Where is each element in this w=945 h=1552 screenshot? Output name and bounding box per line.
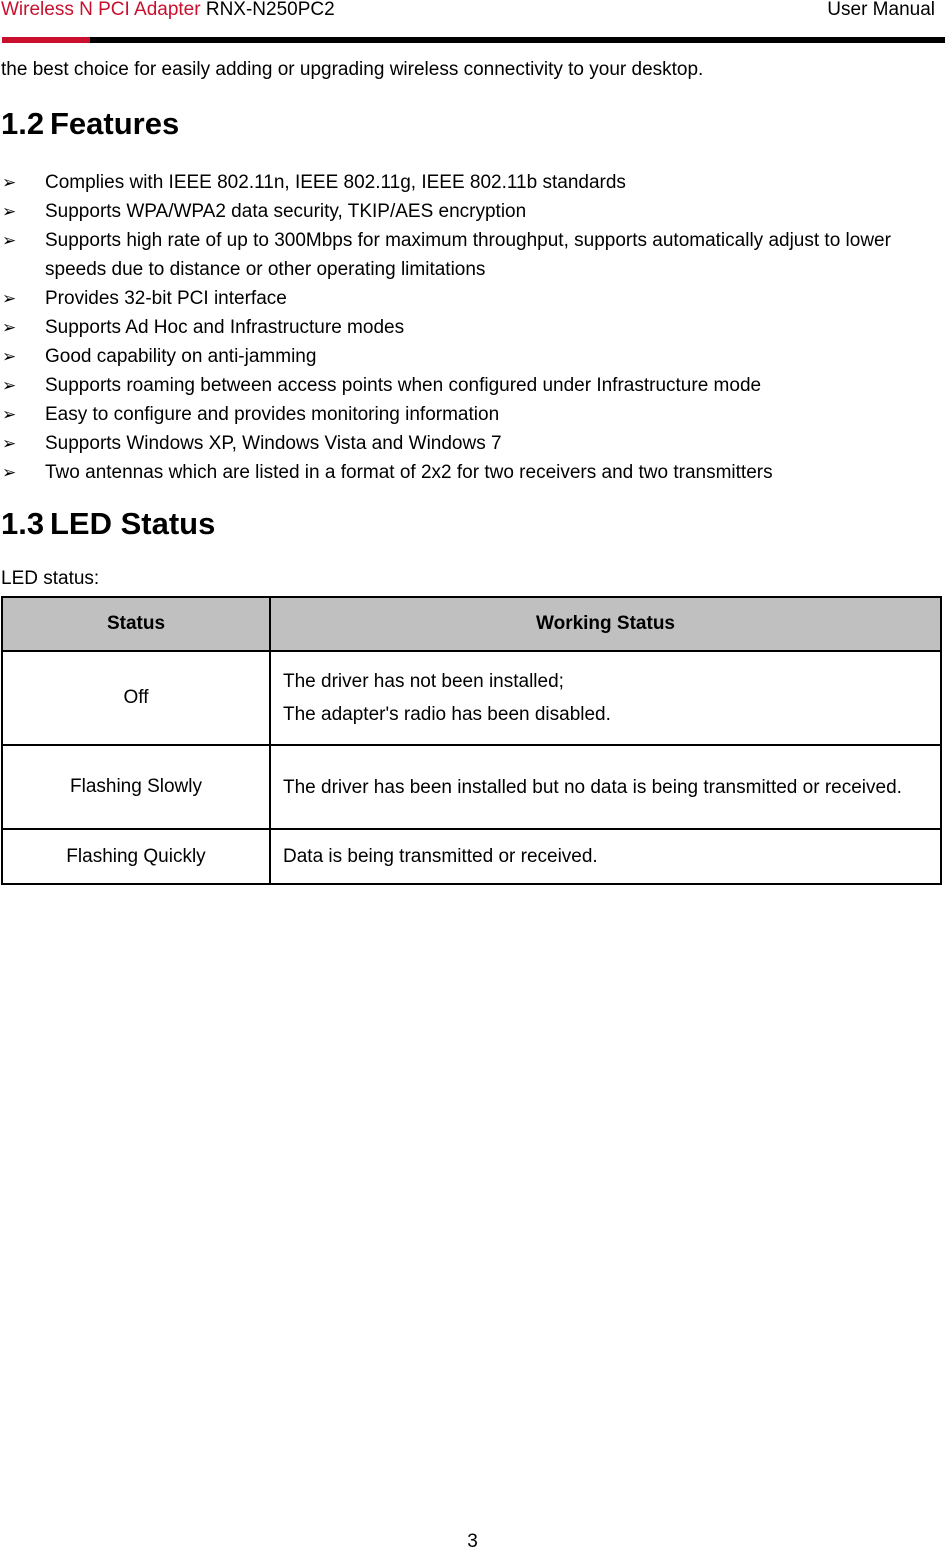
working-status-cell	[270, 745, 941, 829]
page-header	[0, 0, 945, 24]
list-item	[0, 371, 945, 400]
header-rule	[90, 37, 945, 43]
arrow-bullet-icon: ➢	[2, 173, 17, 192]
led-status-heading	[1, 506, 215, 542]
led-heading-number: 1.3	[1, 506, 45, 541]
list-item	[0, 226, 945, 284]
list-item-text: Good capability on anti-jamming	[45, 346, 317, 367]
led-intro-label: LED status:	[1, 568, 100, 589]
arrow-bullet-icon: ➢	[2, 347, 17, 366]
list-item-text: Supports high rate of up to 300Mbps for maximum throughput, supports automatically adjust to lower speeds due to distance or other operating limitations	[45, 230, 891, 280]
arrow-bullet-icon: ➢	[2, 318, 17, 337]
list-item	[0, 400, 945, 429]
led-status-table	[1, 596, 942, 885]
working-status-line: Data is being transmitted or received.	[283, 846, 598, 867]
intro-paragraph: the best choice for easily adding or upgrading wireless connectivity to your desktop.	[1, 59, 704, 80]
column-header-working-status: Working Status	[270, 597, 941, 651]
table-row	[2, 651, 941, 745]
list-item	[0, 342, 945, 371]
header-brand: Wireless N PCI Adapter	[1, 0, 201, 20]
led-heading-title: LED Status	[50, 506, 216, 541]
working-status-cell	[270, 651, 941, 745]
list-item-text: Easy to configure and provides monitoring information	[45, 404, 500, 425]
arrow-bullet-icon: ➢	[2, 376, 17, 395]
status-cell: Off	[2, 651, 270, 745]
header-manual-label: User Manual	[827, 0, 935, 20]
working-status-line: The driver has not been installed;	[283, 671, 564, 692]
table-row	[2, 829, 941, 884]
list-item	[0, 197, 945, 226]
features-heading-number: 1.2	[1, 106, 45, 141]
page-number: 3	[467, 1531, 478, 1552]
arrow-bullet-icon: ➢	[2, 405, 17, 424]
features-heading	[1, 106, 179, 142]
list-item-text: Supports Ad Hoc and Infrastructure modes	[45, 317, 405, 338]
arrow-bullet-icon: ➢	[2, 202, 17, 221]
working-status-line: The adapter's radio has been disabled.	[283, 704, 611, 725]
list-item	[0, 313, 945, 342]
arrow-bullet-icon: ➢	[2, 434, 17, 453]
header-model: RNX-N250PC2	[200, 0, 335, 20]
list-item	[0, 284, 945, 313]
list-item-text: Supports Windows XP, Windows Vista and Windows 7	[45, 433, 502, 454]
header-product	[1, 0, 335, 20]
arrow-bullet-icon: ➢	[2, 231, 17, 250]
table-header-row	[2, 597, 941, 651]
list-item	[0, 168, 945, 197]
list-item	[0, 458, 945, 487]
status-cell: Flashing Quickly	[2, 829, 270, 884]
working-status-cell	[270, 829, 941, 884]
arrow-bullet-icon: ➢	[2, 463, 17, 482]
list-item-text: Complies with IEEE 802.11n, IEEE 802.11g, IEEE 802.11b standards	[45, 172, 626, 193]
header-rule-accent	[2, 37, 90, 43]
list-item	[0, 429, 945, 458]
table-row	[2, 745, 941, 829]
working-status-line: The driver has been installed but no data is being transmitted or received.	[283, 776, 902, 798]
list-item-text: Provides 32-bit PCI interface	[45, 288, 287, 309]
features-heading-title: Features	[50, 106, 180, 141]
status-cell: Flashing Slowly	[2, 745, 270, 829]
list-item-text: Supports WPA/WPA2 data security, TKIP/AES encryption	[45, 201, 527, 222]
list-item-text: Two antennas which are listed in a format of 2x2 for two receivers and two transmitters	[45, 462, 773, 483]
arrow-bullet-icon: ➢	[2, 289, 17, 308]
features-list	[0, 168, 945, 487]
column-header-status: Status	[2, 597, 270, 651]
list-item-text: Supports roaming between access points when configured under Infrastructure mode	[45, 375, 762, 396]
